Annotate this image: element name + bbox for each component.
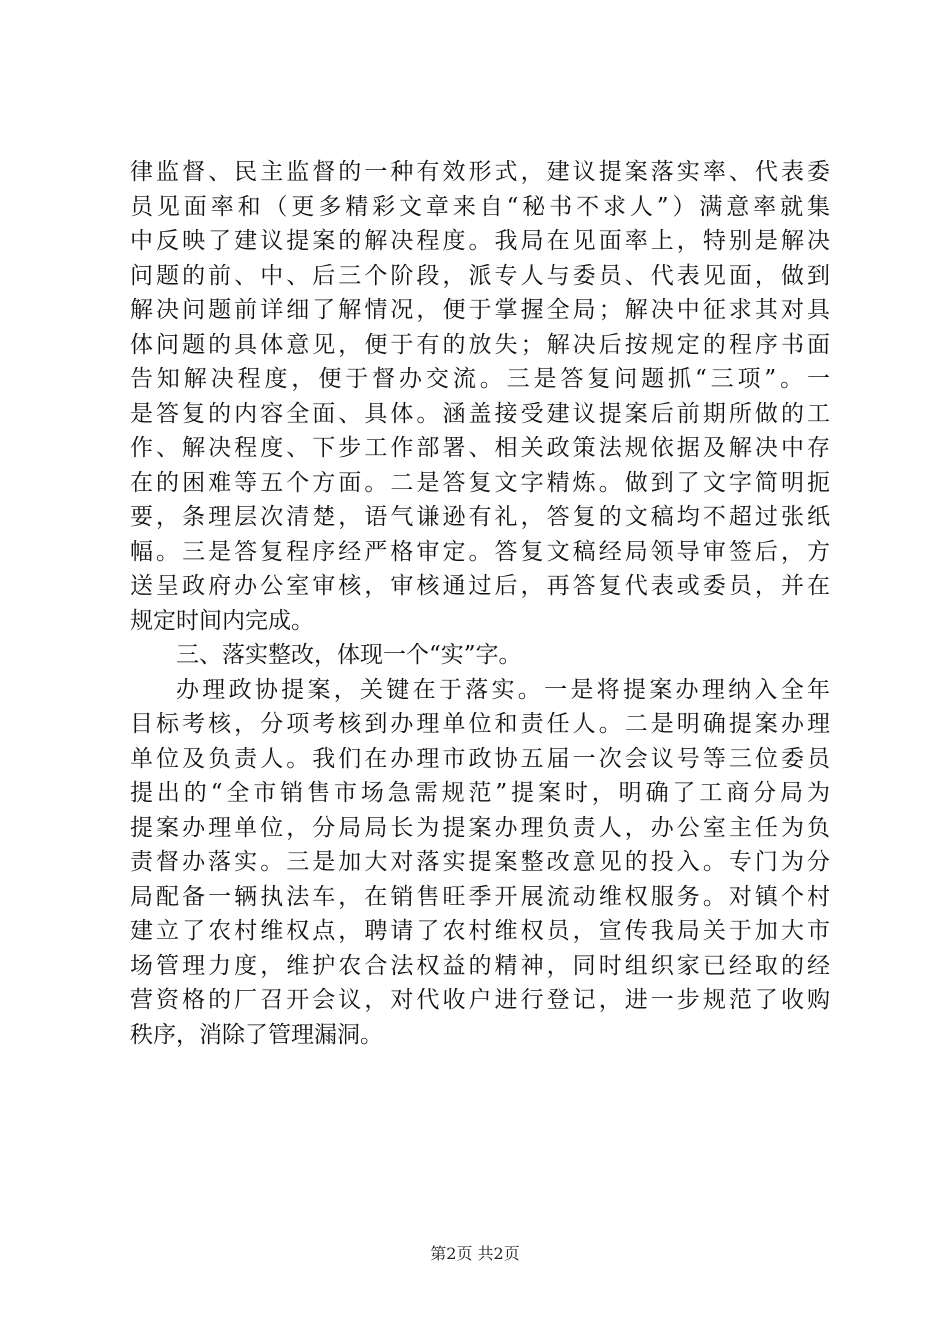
text-line: 律监督、民主监督的一种有效形式，建议提案落实率、代表委 <box>130 159 830 185</box>
text-line: 是答复的内容全面、具体。涵盖接受建议提案后前期所做的工 <box>130 400 830 427</box>
text-line: 秩序，消除了管理漏洞。 <box>130 1021 383 1048</box>
text-line: 作、解决程度、下步工作部署、相关政策法规依据及解决中存 <box>130 435 830 461</box>
text-line: 营资格的厂召开会议，对代收户进行登记，进一步规范了收购 <box>130 987 830 1013</box>
text-line: 解决问题前详细了解情况，便于掌握全局；解决中征求其对具 <box>130 297 830 323</box>
text-line: 中反映了建议提案的解决程度。我局在见面率上，特别是解决 <box>130 228 830 254</box>
text-line: 要，条理层次清楚，语气谦逊有礼，答复的文稿均不超过张纸 <box>130 504 830 530</box>
text-line: 规定时间内完成。 <box>130 607 314 634</box>
text-line: 建立了农村维权点，聘请了农村维权员，宣传我局关于加大市 <box>130 918 830 944</box>
text-line: 办理政协提案，关键在于落实。一是将提案办理纳入全年 <box>176 676 830 703</box>
text-line: 送呈政府办公室审核，审核通过后，再答复代表或委员，并在 <box>130 573 830 599</box>
text-line: 提出的“全市销售市场急需规范”提案时，明确了工商分局为 <box>130 780 830 806</box>
text-line: 问题的前、中、后三个阶段，派专人与委员、代表见面，做到 <box>130 262 830 289</box>
text-line: 员见面率和（更多精彩文章来自“秘书不求人”）满意率就集 <box>130 193 830 220</box>
page-footer: 第2页 共2页 <box>430 1244 520 1263</box>
text-line: 在的困难等五个方面。二是答复文字精炼。做到了文字简明扼 <box>130 469 830 496</box>
text-line: 目标考核，分项考核到办理单位和责任人。二是明确提案办理 <box>130 711 830 737</box>
body-text <box>130 155 830 1052</box>
text-line: 局配备一辆执法车，在销售旺季开展流动维权服务。对镇个村 <box>130 883 830 910</box>
text-line: 责督办落实。三是加大对落实提案整改意见的投入。专门为分 <box>130 849 830 875</box>
text-line: 体问题的具体意见，便于有的放失；解决后按规定的程序书面 <box>130 331 830 358</box>
text-line: 三、落实整改，体现一个“实”字。 <box>176 642 522 668</box>
text-line: 告知解决程度，便于督办交流。三是答复问题抓“三项”。一 <box>130 366 830 392</box>
text-line: 幅。三是答复程序经严格审定。答复文稿经局领导审签后，方 <box>130 538 830 565</box>
text-line: 场管理力度，维护农合法权益的精神，同时组织家已经取的经 <box>130 952 830 979</box>
text-line: 提案办理单位，分局局长为提案办理负责人，办公室主任为负 <box>130 814 830 841</box>
text-line: 单位及负责人。我们在办理市政协五届一次会议号等三位委员 <box>130 745 830 772</box>
